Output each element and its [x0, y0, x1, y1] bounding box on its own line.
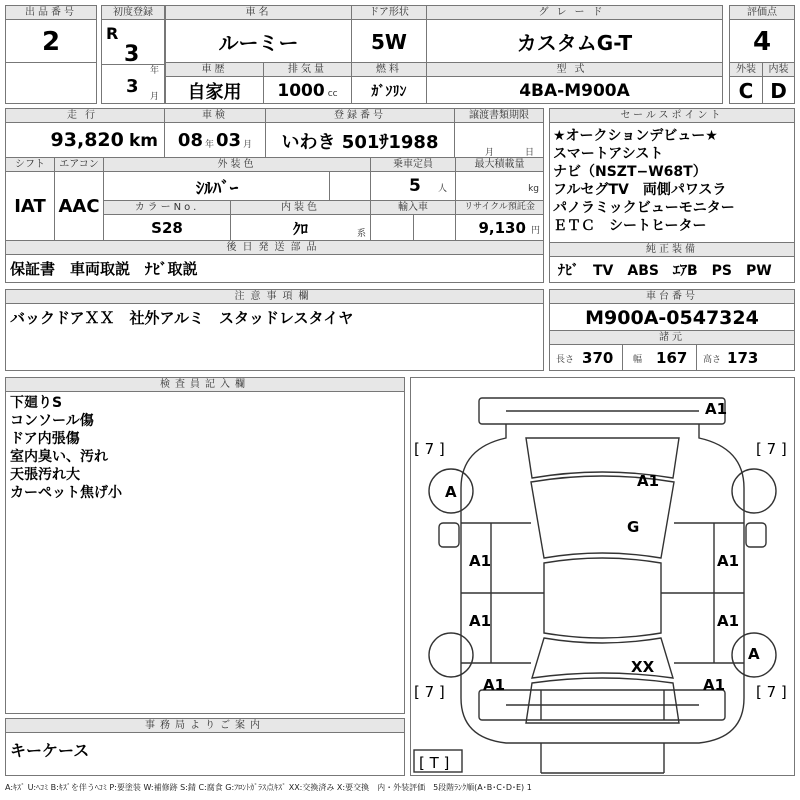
equipment-box [549, 242, 795, 283]
history-label: 車歴 [166, 63, 263, 77]
import-label: 輸入車 [371, 201, 455, 215]
sales-point-line: パノラミックビューモニター [553, 200, 735, 216]
chassis-box [549, 289, 795, 331]
capacity-unit: 人 [437, 184, 447, 194]
inspection-year-unit: 年 [204, 140, 214, 150]
car-name-label: 車名 [166, 6, 351, 20]
specs-label: 諸元 [550, 331, 794, 345]
sales-point-line: スマートアシスト [553, 146, 664, 162]
first-reg-label: 初度登録 [102, 6, 164, 20]
sales-point-line: ★オークションデビュー★ [553, 128, 718, 144]
displacement: 1000 [277, 80, 325, 101]
mileage-unit: km [128, 131, 158, 151]
int-color-label: 内装色 [231, 201, 370, 215]
mileage-box [5, 108, 165, 158]
damage-mark: A1 [717, 552, 740, 570]
score: 4 [752, 26, 772, 57]
tire-mark: [ T ] [419, 754, 450, 772]
capacity-box [370, 157, 456, 201]
specs-box [549, 330, 795, 371]
door-label: ドア形状 [352, 6, 426, 20]
plate-number: いわき 501ｻ1988 [281, 131, 439, 153]
ac: AAC [58, 195, 100, 217]
shift: IAT [14, 195, 46, 217]
inspection-month-unit: 月 [243, 140, 253, 150]
car-name: ルーミー [218, 31, 299, 55]
office-label: 事務局よりご案内 [6, 719, 404, 733]
door-box [351, 5, 427, 63]
mileage: 93,820 [50, 129, 124, 151]
import-box [370, 200, 456, 241]
inspection-month: 03 [216, 130, 242, 151]
interior-box [762, 62, 795, 104]
tire-mark: [ 7 ] [756, 440, 787, 458]
grade-box [426, 5, 723, 63]
inspector-note: 天張汚れ大 [10, 467, 80, 483]
fuel-label: 燃料 [352, 63, 426, 77]
displacement-label: 排気量 [264, 63, 351, 77]
recycle-unit: 円 [530, 226, 540, 236]
first-reg-month: 3 [126, 76, 139, 97]
score-label: 評価点 [730, 6, 794, 20]
equipment-label: 純正装備 [550, 243, 794, 257]
damage-mark: G [627, 518, 640, 536]
tire-mark: [ 7 ] [756, 683, 787, 701]
ext-color-label: 外装色 [104, 158, 370, 172]
damage-mark: A1 [717, 612, 740, 630]
model-label: 型式 [427, 63, 722, 77]
history: 自家用 [187, 81, 242, 103]
damage-mark: A1 [637, 472, 660, 490]
era: R [106, 24, 119, 43]
damage-mark: A1 [469, 612, 492, 630]
width-label: 幅 [633, 354, 643, 365]
first-reg-year: 3 [124, 42, 140, 67]
plate-box [265, 108, 455, 158]
sales-point-line: ナビ（NSZT−W68T） [553, 164, 707, 180]
int-color: ｸﾛ [292, 219, 308, 238]
sales-points-box [549, 108, 795, 243]
history-box [165, 62, 264, 104]
score-box [729, 5, 795, 63]
color-no: S28 [151, 219, 183, 237]
legend-text: A:ｷｽﾞ U:ﾍｺﾐ B:ｷｽﾞを伴うﾍｺﾐ P:要塗装 W:補修跡 S:錆 C:腐食 G:ﾌﾛﾝﾄｶﾞﾗｽ点ｷｽﾞ XX:交換済み X:要交換 内・外装評価 5段階ﾗﾝｸ順(A･B･C･D･E) 1 [5, 783, 532, 792]
exterior-box [729, 62, 763, 104]
caution-box [5, 289, 544, 371]
damage-mark: XX [631, 658, 655, 676]
ext-color-box [103, 157, 371, 201]
recycle-label: リサイクル預託金 [456, 201, 543, 215]
lot-number: 2 [41, 26, 61, 57]
displacement-box [263, 62, 352, 104]
equipment-items: ﾅﾋﾞ TV ABS ｴｱB PS PW [558, 263, 772, 279]
damage-mark: A1 [483, 676, 506, 694]
grade: カスタムG-T [516, 31, 633, 55]
inspector-note: カーペット焦げ小 [10, 485, 122, 501]
sales-point-line: フルセグTV 両側パワスラ [553, 182, 727, 198]
lot-number-box [5, 5, 97, 63]
capacity: 5 [409, 176, 421, 196]
exterior-label: 外装 [730, 63, 762, 77]
exterior-grade: C [738, 78, 754, 103]
shipping-box [5, 240, 544, 283]
inspector-note: コンソール傷 [10, 413, 94, 429]
width-value: 167 [656, 349, 688, 367]
ac-label: エアコン [55, 158, 103, 172]
door-type: 5W [371, 29, 407, 54]
recycle-fee: 9,130 [478, 219, 526, 237]
month-unit: 月 [150, 92, 160, 102]
capacity-label: 乗車定員 [371, 158, 455, 172]
tire-mark: [ 7 ] [414, 683, 445, 701]
plate-label: 登録番号 [266, 109, 454, 123]
inspector-note: ドア内張傷 [10, 431, 80, 447]
length-label: 長さ [556, 354, 575, 365]
color-no-box [103, 200, 231, 241]
chassis-number: M900A-0547324 [585, 306, 759, 329]
inspection-box [164, 108, 266, 158]
int-color-box [230, 200, 371, 241]
ext-color: ｼﾙﾊﾞｰ [195, 179, 239, 199]
car-diagram [410, 377, 795, 776]
shipping-label: 後日発送部品 [6, 241, 543, 255]
height-value: 173 [727, 349, 759, 367]
damage-mark: A1 [703, 676, 726, 694]
length-value: 370 [582, 349, 614, 367]
office-box [5, 718, 405, 776]
inspector-box [5, 377, 405, 714]
lot-number-label: 出品番号 [6, 6, 96, 20]
transfer-month-unit: 月 [485, 148, 495, 158]
int-color-suffix: 系 [356, 229, 366, 239]
height-label: 高さ [703, 354, 722, 365]
recycle-box [455, 200, 544, 241]
transfer-box [454, 108, 544, 158]
year-unit: 年 [150, 66, 160, 76]
car-outline [411, 378, 794, 775]
grade-label: グレード [427, 6, 722, 20]
tire-mark: [ 7 ] [414, 440, 445, 458]
interior-grade: D [770, 78, 787, 103]
shipping-items: 保証書 車両取説 ﾅﾋﾞ取説 [10, 260, 198, 278]
first-reg-box [101, 5, 165, 104]
transfer-day-unit: 日 [525, 148, 535, 158]
fuel-box [351, 62, 427, 104]
shift-label: シフト [6, 158, 54, 172]
damage-mark: A [445, 483, 457, 501]
ac-box [54, 157, 104, 241]
damage-mark: A1 [705, 400, 728, 418]
shift-box [5, 157, 55, 241]
damage-mark: A [748, 645, 760, 663]
inspector-label: 検査員記入欄 [6, 378, 404, 392]
damage-mark: A1 [469, 552, 492, 570]
sales-point-line: ＥＴＣ シートヒーター [553, 218, 707, 234]
color-no-label: カラーNo. [104, 201, 230, 215]
caution-label: 注意事項欄 [6, 290, 543, 304]
fuel: ｶﾞｿﾘﾝ [371, 83, 407, 100]
load-unit: kg [528, 184, 539, 194]
inspector-note: 室内臭い、汚れ [10, 449, 108, 465]
inspection-label: 車検 [165, 109, 265, 123]
caution-text: バックドアＸＸ 社外アルミ スタッドレスタイヤ [10, 309, 354, 327]
sales-points-label: セールスポイント [550, 109, 794, 123]
load-label: 最大積載量 [456, 158, 543, 172]
load-box [455, 157, 544, 201]
transfer-label: 譲渡書類期限 [455, 109, 543, 123]
chassis-label: 車台番号 [550, 290, 794, 304]
model: 4BA-M900A [519, 80, 630, 101]
office-text: キーケース [10, 741, 90, 760]
inspector-note: 下廻りS [10, 395, 63, 411]
model-box [426, 62, 723, 104]
car-name-box [165, 5, 352, 63]
lot-blank-box [5, 62, 97, 104]
displacement-unit: cc [327, 88, 338, 99]
interior-label: 内装 [763, 63, 794, 77]
inspection-year: 08 [177, 130, 203, 151]
mileage-label: 走行 [6, 109, 164, 123]
